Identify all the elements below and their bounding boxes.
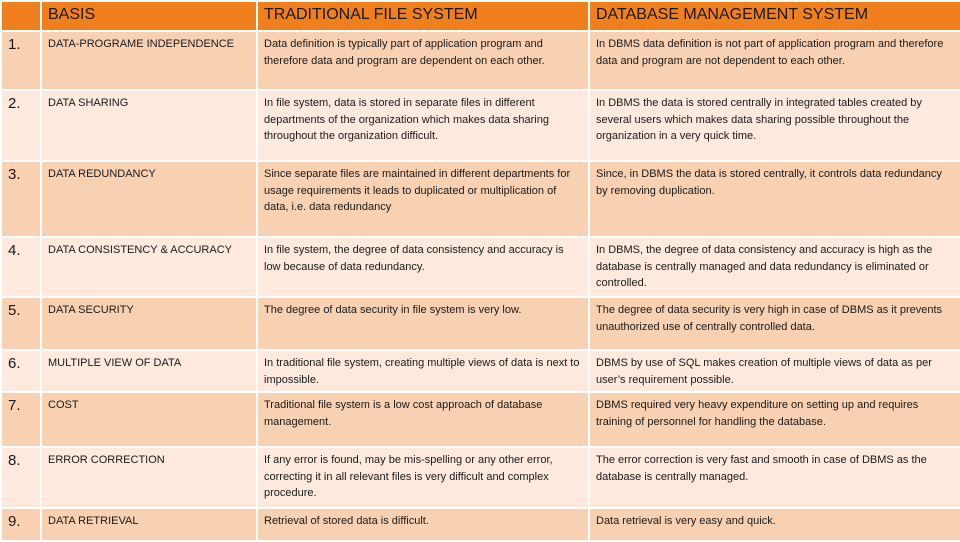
basis-cell: DATA CONSISTENCY & ACCURACY bbox=[41, 237, 257, 297]
row-number: 5. bbox=[1, 297, 41, 350]
basis-cell: COST bbox=[41, 392, 257, 447]
traditional-file-system-cell: Retrieval of stored data is difficult. bbox=[257, 508, 589, 541]
header-dbms: DATABASE MANAGEMENT SYSTEM bbox=[589, 1, 960, 31]
traditional-file-system-cell: In file system, data is stored in separate files in different departments of the organization which makes data sharing throughout the organization difficult. bbox=[257, 90, 589, 161]
basis-cell: MULTIPLE VIEW OF DATA bbox=[41, 350, 257, 392]
header-traditional-file-system: TRADITIONAL FILE SYSTEM bbox=[257, 1, 589, 31]
basis-cell: ERROR CORRECTION bbox=[41, 447, 257, 508]
header-number-cell bbox=[1, 1, 41, 31]
header-row bbox=[1, 1, 960, 31]
table-row bbox=[1, 350, 960, 392]
dbms-cell: DBMS by use of SQL makes creation of multiple views of data as per user’s requirement possible. bbox=[589, 350, 960, 392]
dbms-cell: In DBMS the data is stored centrally in integrated tables created by several users which makes data sharing possible throughout the organization in a very quick time. bbox=[589, 90, 960, 161]
table-row bbox=[1, 447, 960, 508]
dbms-cell: Since, in DBMS the data is stored centrally, it controls data redundancy by removing duplication. bbox=[589, 161, 960, 237]
traditional-file-system-cell: If any error is found, may be mis-spelling or any other error, correcting it in all relevant files is very difficult and complex procedure. bbox=[257, 447, 589, 508]
basis-cell: DATA SHARING bbox=[41, 90, 257, 161]
table-row bbox=[1, 508, 960, 541]
traditional-file-system-cell: In traditional file system, creating multiple views of data is next to impossible. bbox=[257, 350, 589, 392]
table-row bbox=[1, 392, 960, 447]
basis-cell: DATA REDUNDANCY bbox=[41, 161, 257, 237]
row-number: 7. bbox=[1, 392, 41, 447]
row-number: 4. bbox=[1, 237, 41, 297]
header-basis: BASIS bbox=[41, 1, 257, 31]
table-row bbox=[1, 90, 960, 161]
row-number: 2. bbox=[1, 90, 41, 161]
dbms-cell: In DBMS, the degree of data consistency and accuracy is high as the database is centrally managed and data redundancy is eliminated or controlled. bbox=[589, 237, 960, 297]
traditional-file-system-cell: Traditional file system is a low cost approach of database management. bbox=[257, 392, 589, 447]
traditional-file-system-cell: The degree of data security in file system is very low. bbox=[257, 297, 589, 350]
basis-cell: DATA-PROGRAME INDEPENDENCE bbox=[41, 31, 257, 90]
table-row bbox=[1, 161, 960, 237]
table-row bbox=[1, 31, 960, 90]
traditional-file-system-cell: In file system, the degree of data consistency and accuracy is low because of data redundancy. bbox=[257, 237, 589, 297]
row-number: 3. bbox=[1, 161, 41, 237]
dbms-cell: The degree of data security is very high in case of DBMS as it prevents unauthorized use of centrally controlled data. bbox=[589, 297, 960, 350]
dbms-cell: The error correction is very fast and smooth in case of DBMS as the database is centrally managed. bbox=[589, 447, 960, 508]
basis-cell: DATA SECURITY bbox=[41, 297, 257, 350]
row-number: 1. bbox=[1, 31, 41, 90]
row-number: 6. bbox=[1, 350, 41, 392]
dbms-cell: Data retrieval is very easy and quick. bbox=[589, 508, 960, 541]
dbms-cell: DBMS required very heavy expenditure on setting up and requires training of personnel for handling the database. bbox=[589, 392, 960, 447]
row-number: 8. bbox=[1, 447, 41, 508]
table-row bbox=[1, 237, 960, 297]
dbms-cell: In DBMS data definition is not part of application program and therefore data and program are not dependent to each other. bbox=[589, 31, 960, 90]
basis-cell: DATA RETRIEVAL bbox=[41, 508, 257, 541]
table-row bbox=[1, 297, 960, 350]
traditional-file-system-cell: Data definition is typically part of application program and therefore data and program are dependent on each other. bbox=[257, 31, 589, 90]
traditional-file-system-cell: Since separate files are maintained in different departments for usage requirements it leads to duplicated or multiplication of data, i.e. data redundancy bbox=[257, 161, 589, 237]
row-number: 9. bbox=[1, 508, 41, 541]
